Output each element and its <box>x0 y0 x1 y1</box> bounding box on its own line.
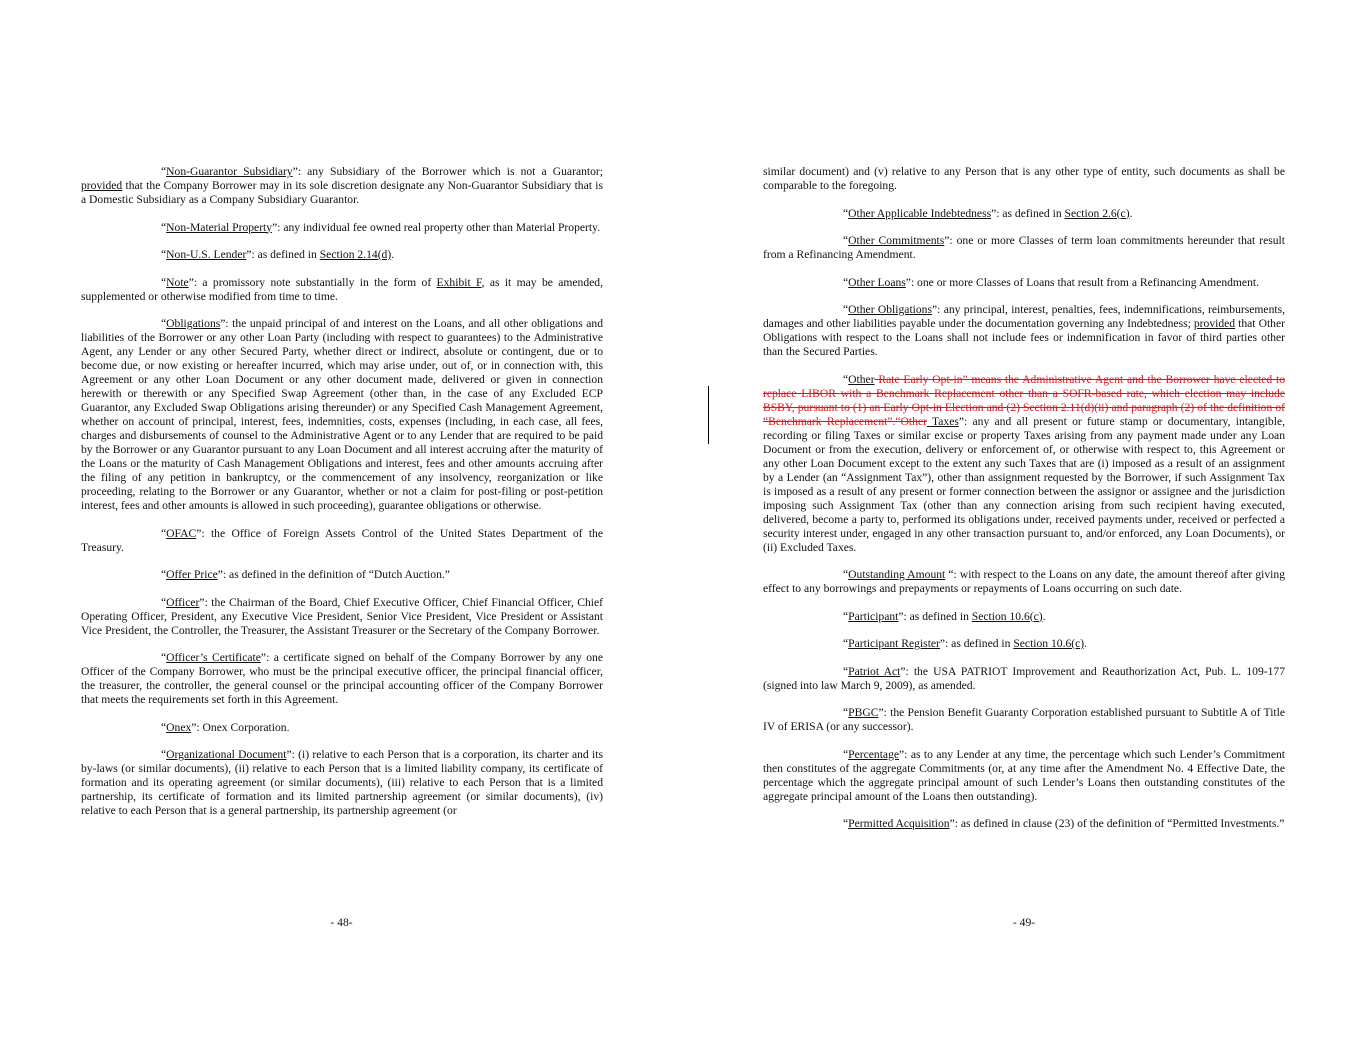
defined-term: Officer <box>166 595 200 609</box>
defined-term: Permitted Acquisition <box>848 817 950 830</box>
section-reference: Section 10.6(c) <box>971 609 1043 623</box>
section-reference: Section 2.6(c) <box>1064 206 1130 220</box>
section-reference: Section 10.6(c) <box>1013 637 1085 650</box>
defined-term: Taxes <box>926 414 959 428</box>
definition-officer: “Officer”: the Chairman of the Board, Chief Executive Officer, Chief Financial Officer, Chief Operating Officer, President, any Executive Vice President, Senior Vice President, Vice President or Assistant Vice President, the Controller, the Treasurer, the Assistant Treasurer or the Secretary of the Company Borrower. <box>81 595 603 637</box>
defined-term: Non-Material Property <box>166 220 273 234</box>
definition-onex: “Onex”: Onex Corporation. <box>161 720 290 734</box>
defined-term: Other Applicable Indebtedness <box>848 206 992 220</box>
defined-term: Non-U.S. Lender <box>166 248 247 261</box>
definition-offer-price: “Offer Price”: as defined in the definition of “Dutch Auction.” <box>161 568 450 581</box>
left-page-body <box>81 165 603 832</box>
defined-term: Note <box>166 275 189 289</box>
definition-officers-certificate: “Officer’s Certificate”: a certificate signed on behalf of the Company Borrower by any one Officer of the Company Borrower, who must be the principal executive officer, the principal financial officer, the treasurer, the controller, the general counsel or the principal accounting officer of the Company Borrower that meets the requirements set forth in this Agreement. <box>81 651 603 706</box>
definition-other-taxes: “Other Rate Early Opt-in” means the Administrative Agent and the Borrower have elected to replace LIBOR with a Benchmark Replacement other than a SOFR-based rate, which election may include BSBY, pursuant to (1) an Early Opt-in Election and (2) Section 2.11(d)(ii) and paragraph (2) of the definition of “Benchmark Replacement”.“Other Taxes”: any and all present or future stamp or documentary, intangible, recording or filing Taxes or similar excise or property Taxes arising from any payment made under any Loan Document or from the execution, delivery or enforcement of, or otherwise with respect to, this Agreement or any other Loan Document except to the extent any such Taxes that are (i) imposed as a result of an assignment by a Lender (an “Assignment Tax”), other than assignment requested by the Borrower, if such Assignment Tax is imposed as a result of any present or former connection between the assignor or assignee and the jurisdiction imposing such Assignment Tax (other than any connection arising from such recipient having executed, delivered, become a party to, performed its obligations under, received payments under, received or perfected a security interest under, engaged in any other transaction pursuant to, and/or enforced, any Loan Documents), or (ii) Excluded Taxes. <box>763 372 1285 554</box>
definition-non-guarantor-subsidiary: “Non-Guarantor Subsidiary”: any Subsidiary of the Borrower which is not a Guarantor; provided that the Company Borrower may in its sole discretion designate any Non-Guarantor Subsidiary that is a Domestic Subsidiary as a Company Subsidiary Guarantor. <box>81 165 603 206</box>
definition-outstanding-amount: “Outstanding Amount “: with respect to the Loans on any date, the amount thereof after giving effect to any borrowings and prepayments or repayments of Loans occurring on such date. <box>763 568 1285 595</box>
definition-obligations: “Obligations”: the unpaid principal of and interest on the Loans, and all other obligations and liabilities of the Borrower or any other Loan Party (including with respect to guarantees) to the Administrative Agent, any Lender or any other Secured Party, whether direct or indirect, absolute or contingent, due or to become due, or now existing or hereafter incurred, which may arise under, out of, or in connection with, this Agreement or any other Loan Document or any other document made, delivered or given in connection herewith or therewith or any Specified Swap Agreement (other than, in the case of any Excluded ECP Guarantor, any Excluded Swap Obligations arising thereunder) or any Specified Cash Management Agreement, whether on account of principal, interest, fees, indemnities, costs, expenses (including, in each case, all fees, charges and disbursements of counsel to the Administrative Agent or to any Lender that are required to be paid by the Borrower or any Guarantor pursuant to any Loan Document and all interest accruing after the maturity of the Loans or the maturity of Cash Management Obligations and interest, fees and other amounts accruing after the filing of any petition in bankruptcy, or the commencement of any insolvency, reorganization or like proceeding, relating to the Borrower or any Guarantor, whether or not a claim for post-filing or post-petition interest, fees and other amounts is allowed in such proceeding), guarantee obligations or otherwise. <box>81 317 603 512</box>
definition-other-commitments: “Other Commitments”: one or more Classes of term loan commitments hereunder that result from a Refinancing Amendment. <box>763 234 1285 261</box>
defined-term: Offer Price <box>166 568 218 581</box>
right-page-body <box>763 165 1285 845</box>
definition-other-obligations: “Other Obligations”: any principal, interest, penalties, fees, indemnifications, reimbursements, damages and other liabilities payable under the documentation governing any Indebtedness; provided that Other Obligations with respect to the Loans shall not include fees or indemnification in favor of third parties other than the Secured Parties. <box>763 303 1285 358</box>
continuation-paragraph: similar document) and (v) relative to any Person that is any other type of entity, such documents as shall be comparable to the foregoing. <box>763 165 1285 192</box>
page-number: - 48- <box>330 916 353 929</box>
defined-term: Organizational Document <box>166 748 287 761</box>
definition-patriot-act: “Patriot Act”: the USA PATRIOT Improvement and Reauthorization Act, Pub. L. 109-177 (signed into law March 9, 2009), as amended. <box>763 664 1285 692</box>
definition-non-us-lender: “Non-U.S. Lender”: as defined in Section 2.14(d). <box>161 248 395 261</box>
definition-other-loans: “Other Loans”: one or more Classes of Loans that result from a Refinancing Amendment. <box>843 275 1259 289</box>
defined-term: Other Obligations <box>848 303 932 316</box>
definition-percentage: “Percentage”: as to any Lender at any time, the percentage which such Lender’s Commitment then constitutes of the aggregate Commitments (or, at any time after the Amendment No. 4 Effective Date, the percentage which the aggregate principal amount of such Lender’s Loans then outstanding constitutes of the aggregate principal amount of the Loans then outstanding). <box>763 747 1285 803</box>
definition-participant-register: “Participant Register”: as defined in Section 10.6(c). <box>843 637 1088 650</box>
exhibit-reference: Exhibit F <box>436 275 482 289</box>
defined-term: PBGC <box>848 706 879 719</box>
section-reference: Section 2.14(d) <box>319 248 392 261</box>
definition-note: “Note”: a promissory note substantially in the form of Exhibit F, as it may be amended, supplemented or otherwise modified from time to time. <box>81 275 603 303</box>
definition-participant: “Participant”: as defined in Section 10.6(c). <box>843 609 1046 623</box>
defined-term: Outstanding Amount <box>848 568 946 581</box>
page-number: - 49- <box>1012 916 1036 929</box>
defined-term: Other <box>848 372 875 386</box>
definition-organizational-document: “Organizational Document”: (i) relative to each Person that is a corporation, its charter and its by-laws (or similar documents), (ii) relative to each Person that is a limited liability company, its certificate of formation and its operating agreement (or similar documents), (iii) relative to each Person that is a limited partnership, its certificate of formation and its limited partnership agreement (or similar documents), (iv) relative to each Person that is a general partnership, its partnership agreement (or <box>81 748 603 817</box>
definition-pbgc: “PBGC”: the Pension Benefit Guaranty Corporation established pursuant to Subtitle A of Title IV of ERISA (or any successor). <box>763 706 1285 733</box>
defined-term: OFAC <box>166 526 197 540</box>
defined-term: Participant Register <box>848 637 940 650</box>
defined-term: Onex <box>166 720 192 734</box>
defined-term: Officer’s Certificate <box>166 651 261 664</box>
definition-other-applicable-indebtedness: “Other Applicable Indebtedness”: as defined in Section 2.6(c). <box>843 206 1133 220</box>
defined-term: Percentage <box>848 747 900 761</box>
defined-term: Obligations <box>166 317 221 330</box>
deleted-text: Rate Early Opt-in” means the Administrative Agent and the Borrower have elected to replace LIBOR with a Benchmark Replacement other than a SOFR-based rate, which election may include BSBY, pursuant to (1) an Early Opt-in Election and (2) Section 2.11(d)(ii) and paragraph (2) of the definition of “Benchmark Replacement”.“Other <box>763 372 1285 428</box>
definition-non-material-property: “Non-Material Property”: any individual fee owned real property other than Material Property. <box>161 220 601 234</box>
defined-term: Other Commitments <box>848 234 945 247</box>
defined-term: Participant <box>848 609 899 623</box>
defined-term: Patriot Act <box>848 664 901 678</box>
proviso-word: provided <box>1193 317 1236 330</box>
definition-permitted-acquisition: “Permitted Acquisition”: as defined in clause (23) of the definition of “Permitted Investments.” <box>843 817 1285 830</box>
defined-term: Non-Guarantor Subsidiary <box>166 165 293 178</box>
proviso-word: provided <box>81 179 123 192</box>
defined-term: Other Loans <box>848 275 906 289</box>
right-page <box>683 0 1365 1055</box>
definition-ofac: “OFAC”: the Office of Foreign Assets Control of the United States Department of the Treasury. <box>81 526 603 554</box>
